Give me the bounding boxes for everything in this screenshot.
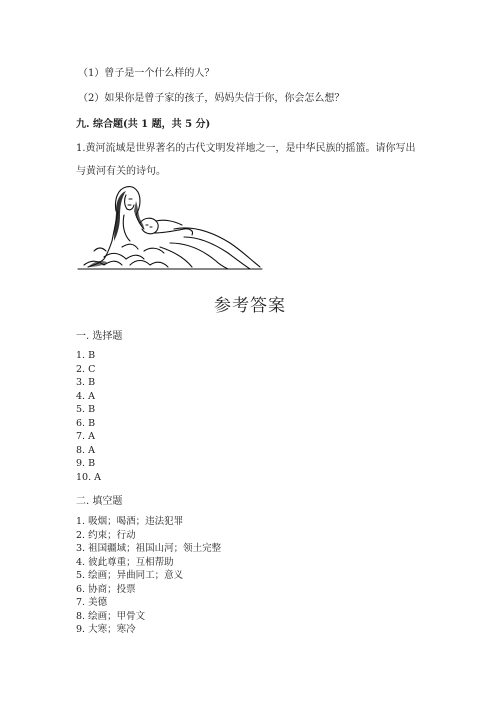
question-2: （2）如果你是曾子家的孩子，妈妈失信于你，你会怎么想？ <box>78 93 345 104</box>
list-item: 4. A <box>76 390 95 402</box>
list-item: 4. 彼此尊重；互相帮助 <box>76 556 174 568</box>
list-item: 8. A <box>76 444 95 456</box>
list-item: 9. B <box>76 458 96 469</box>
list-item: 3. B <box>76 377 96 388</box>
list-item: 3. 祖国疆域；祖国山河；领土完整 <box>76 543 222 554</box>
section-9-heading: 九. 综合题(共 1 题，共 5 分) <box>76 119 211 130</box>
list-item: 10. A <box>76 471 101 483</box>
choice-section-heading: 一. 选择题 <box>76 331 123 342</box>
list-item: 7. A <box>76 431 95 442</box>
fill-section-heading: 二. 填空题 <box>76 496 123 507</box>
list-item: 8. 绘画；甲骨文 <box>76 610 146 622</box>
fill-answer-list <box>76 515 221 637</box>
answers-title: 参考答案 <box>214 296 286 316</box>
list-item: 9. 大寒；寒冷 <box>76 624 136 635</box>
list-item: 1. B <box>76 350 96 361</box>
section-9-question-line-1: 1.黄河流域是世界著名的古代文明发祥地之一，是中华民族的摇篮。请你写出 <box>76 143 416 154</box>
list-item: 7. 美德 <box>76 597 108 608</box>
list-item: 6. B <box>76 417 96 429</box>
list-item: 2. C <box>76 363 96 375</box>
list-item: 2. 约束；行动 <box>76 529 136 541</box>
list-item: 5. 绘画；异曲同工；意义 <box>76 570 184 581</box>
list-item: 6. 协商；投票 <box>76 583 136 595</box>
question-1: （1）曾子是一个什么样的人？ <box>78 68 215 79</box>
section-9-question-line-2: 与黄河有关的诗句。 <box>76 166 166 177</box>
choice-answer-list <box>76 349 101 484</box>
yellow-river-mother-sculpture-image <box>74 181 264 273</box>
list-item: 5. B <box>76 404 96 415</box>
list-item: 1. 吸烟；喝酒；违法犯罪 <box>76 516 184 527</box>
